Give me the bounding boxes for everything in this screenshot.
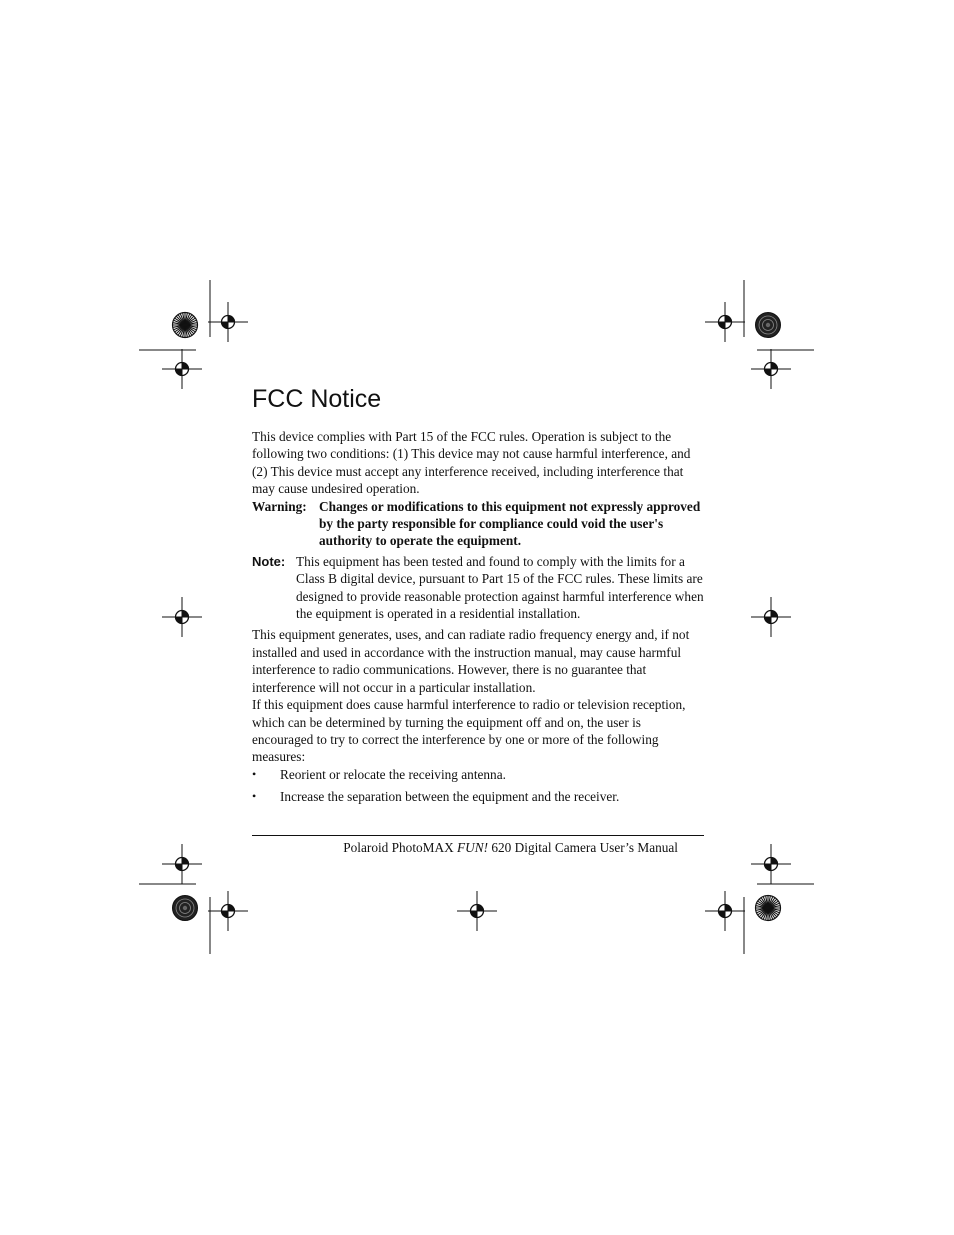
warning-text: Changes or modifications to this equipment not expressly approved by the party responsible for compliance could void the user's authority to operate the equipment. [319,498,701,549]
list-item [252,766,704,783]
note-label: Note: [252,553,286,569]
measure-text: Increase the separation between the equipment and the receiver. [280,788,620,804]
document-body [252,428,704,810]
note-text: This equipment has been tested and found to comply with the limits for a Class B digital device, pursuant to Part 15 of the FCC rules. These limits are designed to provide reasonable protection against harmful interference when the equipment is operated in a residential installation. [296,553,704,622]
footer-divider [252,835,704,836]
bullet-icon: • [252,788,257,803]
note-block [252,553,704,623]
footer-product-name: FUN! [457,840,489,855]
radiation-paragraph: This equipment generates, uses, and can radiate radio frequency energy and, if not installed and used in accordance with the instruction manual, may cause harmful interference to radio communications. However, there is no guarantee that interference will not occur in a particular installation. [252,627,690,695]
list-item [252,788,704,805]
intro-paragraph: This device complies with Part 15 of the FCC rules. Operation is subject to the following two conditions: (1) This device may not cause harmful interference, and (2) This device must accept any interference received, including interference that may cause undesired operation. [252,429,691,497]
page-title: FCC Notice [252,385,382,413]
warning-block [252,498,704,550]
footer-prefix: Polaroid PhotoMAX [343,840,458,855]
footer-suffix: 620 Digital Camera User’s Manual [488,840,678,855]
warning-label: Warning: [252,498,307,514]
measure-text: Reorient or relocate the receiving antenna. [280,766,506,782]
measures-list [252,766,704,805]
page-footer [252,839,678,856]
bullet-icon: • [252,766,257,781]
interference-paragraph: If this equipment does cause harmful interference to radio or television reception, which can be determined by turning the equipment off and on, the user is encouraged to try to correct the interference by one or more of the following measures: [252,697,686,765]
